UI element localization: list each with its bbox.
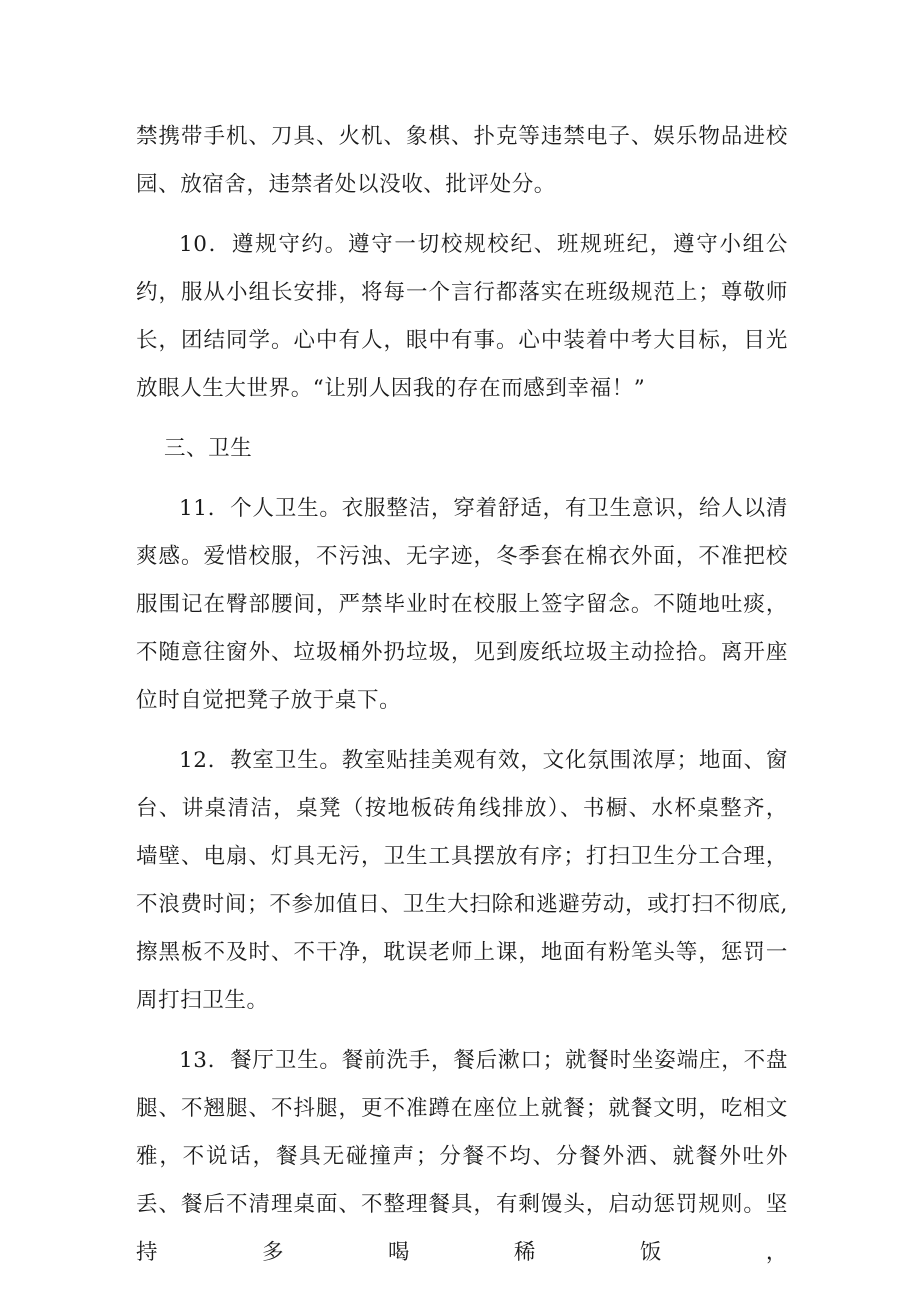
paragraph-continuation: 禁携带手机、刀具、火机、象棋、扑克等违禁电子、娱乐物品进校园、放宿舍，违禁者处以没收、批评处分。 bbox=[136, 124, 788, 197]
paragraph-item-10: 10．遵规守约。遵守一切校规校纪、班规班纪，遵守小组公约，服从小组长安排，将每一个言行都落实在班级规范上；尊敬师长，团结同学。心中有人，眼中有事。心中装着中考大目标，目光放眼人生大世界。“让别人因我的存在而感到幸福！” bbox=[136, 232, 788, 401]
paragraph-item-12: 12．教室卫生。教室贴挂美观有效，文化氛围浓厚；地面、窗台、讲桌清洁，桌凳（按地板砖角线排放）、书橱、水杯桌整齐，墙壁、电扇、灯具无污，卫生工具摆放有序；打扫卫生分工合理，不浪费时间；不参加值日、卫生大扫除和逃避劳动，或打扫不彻底,擦黑板不及时、不干净，耽误老师上课，地面有粉笔头等，惩罚一周打扫卫生。 bbox=[136, 748, 788, 1013]
paragraph-item-13: 13．餐厅卫生。餐前洗手，餐后漱口；就餐时坐姿端庄，不盘腿、不翘腿、不抖腿，更不准蹲在座位上就餐；就餐文明，吃相文雅，不说话，餐具无碰撞声；分餐不均、分餐外洒、就餐外吐外丢、餐后不清理桌面、不整理餐具，有剩馒头，启动惩罚规则。坚持多喝稀饭， bbox=[136, 1048, 788, 1265]
document-body bbox=[136, 113, 788, 1277]
paragraph-item-11: 11．个人卫生。衣服整洁，穿着舒适，有卫生意识，给人以清爽感。爱惜校服，不污浊、无字迹，冬季套在棉衣外面，不准把校服围记在臀部腰间，严禁毕业时在校服上签字留念。不随地吐痰，不随意往窗外、垃圾桶外扔垃圾，见到废纸垃圾主动捡拾。离开座位时自觉把凳子放于桌下。 bbox=[136, 496, 788, 713]
section-heading-hygiene: 三、卫生 bbox=[163, 436, 253, 461]
